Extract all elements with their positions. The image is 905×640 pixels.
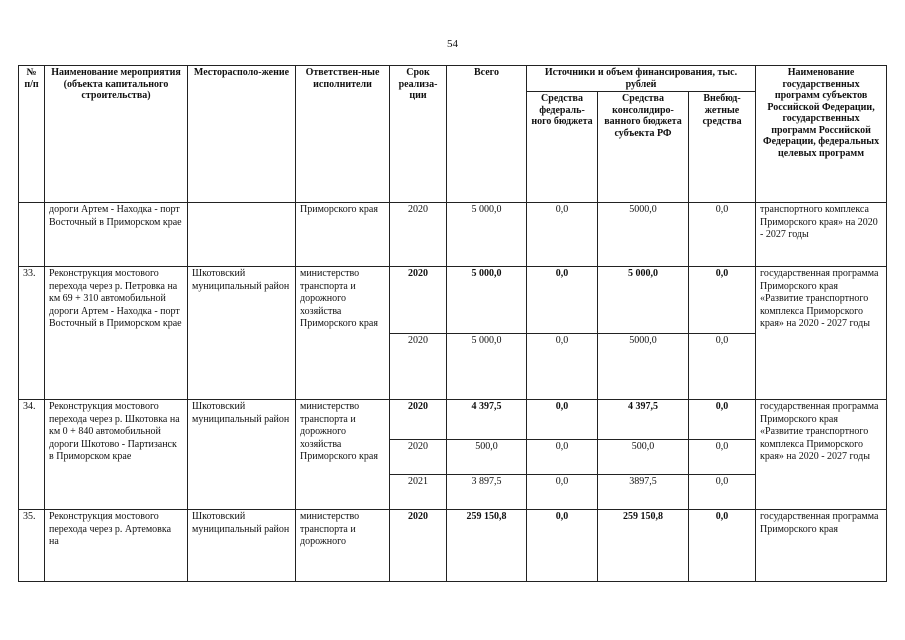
row35-responsible: министерство транспорта и дорожного	[296, 510, 390, 582]
page-bottom-margin	[0, 593, 905, 640]
row33-total-1: 5 000,0	[447, 334, 527, 400]
row33-name: Реконструкция мостового перехода через р. Петровка на км 69 + 310 автомобильной дороги Артем - Находка - порт Восточный в Приморском крае	[45, 267, 188, 400]
header-sources: Источники и объем финансирования, тыс. рублей	[527, 66, 756, 92]
row33-federal-0: 0,0	[527, 267, 598, 334]
cont-location-cell	[188, 203, 296, 267]
row34-program: государственная программа Приморского края «Развитие транспортного комплекса Приморского края» на 2020 - 2027 годы	[756, 400, 887, 510]
row34-responsible: министерство транспорта и дорожного хозяйства Приморского края	[296, 400, 390, 510]
table-row-34-a	[19, 400, 887, 440]
row35-consolidated: 259 150,8	[598, 510, 689, 582]
table-row-35	[19, 510, 887, 582]
row35-federal: 0,0	[527, 510, 598, 582]
row34-extra-0: 0,0	[689, 400, 756, 440]
row35-name: Реконструкция мостового перехода через р. Артемовка на	[45, 510, 188, 582]
row35-total: 259 150,8	[447, 510, 527, 582]
cont-responsible-cell: Приморского края	[296, 203, 390, 267]
row33-extra-0: 0,0	[689, 267, 756, 334]
header-total: Всего	[447, 66, 527, 203]
row33-location: Шкотовский муниципальный район	[188, 267, 296, 400]
header-responsible: Ответствен-ные исполнители	[296, 66, 390, 203]
row33-term-0: 2020	[390, 267, 447, 334]
cont-extra-cell: 0,0	[689, 203, 756, 267]
row33-responsible: министерство транспорта и дорожного хозяйства Приморского края	[296, 267, 390, 400]
row34-federal-2: 0,0	[527, 475, 598, 510]
header-name: Наименование мероприятия (объекта капитального строительства)	[45, 66, 188, 203]
header-row	[19, 66, 887, 92]
table-row-33-a	[19, 267, 887, 334]
row34-term-2: 2021	[390, 475, 447, 510]
row34-extra-2: 0,0	[689, 475, 756, 510]
row35-location: Шкотовский муниципальный район	[188, 510, 296, 582]
page-number: 54	[447, 38, 458, 50]
row35-term: 2020	[390, 510, 447, 582]
cont-consolidated-cell: 5000,0	[598, 203, 689, 267]
row34-consolidated-2: 3897,5	[598, 475, 689, 510]
row35-num: 35.	[19, 510, 45, 582]
header-programs: Наименование государственных программ субъектов Российской Федерации, государственных программ Российской Федерации, федеральных целевых программ	[756, 66, 887, 203]
financing-table	[18, 65, 887, 582]
row33-program: государственная программа Приморского края «Развитие транспортного комплекса Приморского края» на 2020 - 2027 годы	[756, 267, 887, 400]
header-extra: Внебюд-жетные средства	[689, 92, 756, 203]
cont-program-cell: транспортного комплекса Приморского края» на 2020 - 2027 годы	[756, 203, 887, 267]
row33-federal-1: 0,0	[527, 334, 598, 400]
row34-total-2: 3 897,5	[447, 475, 527, 510]
cont-name-cell: дороги Артем - Находка - порт Восточный в Приморском крае	[45, 203, 188, 267]
row34-extra-1: 0,0	[689, 440, 756, 475]
row34-federal-1: 0,0	[527, 440, 598, 475]
row34-federal-0: 0,0	[527, 400, 598, 440]
row33-total-0: 5 000,0	[447, 267, 527, 334]
row33-consolidated-0: 5 000,0	[598, 267, 689, 334]
row34-num: 34.	[19, 400, 45, 510]
row33-term-1: 2020	[390, 334, 447, 400]
cont-total-cell: 5 000,0	[447, 203, 527, 267]
header-num: № п/п	[19, 66, 45, 203]
row33-extra-1: 0,0	[689, 334, 756, 400]
header-term: Срок реализа-ции	[390, 66, 447, 203]
row33-consolidated-1: 5000,0	[598, 334, 689, 400]
row34-term-0: 2020	[390, 400, 447, 440]
cont-term-cell: 2020	[390, 203, 447, 267]
cont-num-cell	[19, 203, 45, 267]
row34-term-1: 2020	[390, 440, 447, 475]
table-row-continuation	[19, 203, 887, 267]
row33-num: 33.	[19, 267, 45, 400]
row35-extra: 0,0	[689, 510, 756, 582]
row35-program: государственная программа Приморского края	[756, 510, 887, 582]
row34-location: Шкотовский муниципальный район	[188, 400, 296, 510]
row34-total-1: 500,0	[447, 440, 527, 475]
header-consolidated: Средства консолидиро-ванного бюджета субъекта РФ	[598, 92, 689, 203]
header-location: Месторасполо-жение	[188, 66, 296, 203]
cont-federal-cell: 0,0	[527, 203, 598, 267]
row34-consolidated-0: 4 397,5	[598, 400, 689, 440]
row34-consolidated-1: 500,0	[598, 440, 689, 475]
row34-total-0: 4 397,5	[447, 400, 527, 440]
row34-name: Реконструкция мостового перехода через р. Шкотовка на км 0 + 840 автомобильной дороги Шкотово - Партизанск в Приморском крае	[45, 400, 188, 510]
header-federal: Средства федераль-ного бюджета	[527, 92, 598, 203]
